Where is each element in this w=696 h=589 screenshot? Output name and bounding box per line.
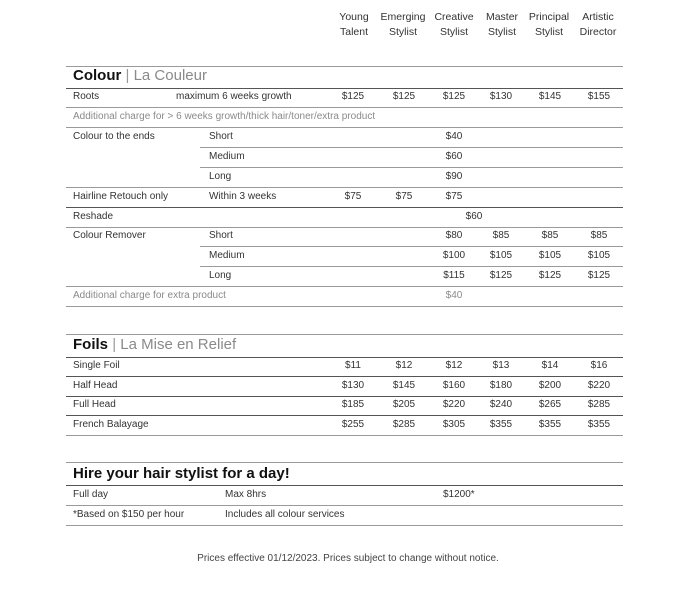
price-cell: $85 xyxy=(492,230,510,241)
price-cell: $265 xyxy=(538,399,562,410)
price-cell: $40 xyxy=(445,290,463,301)
price-cell: $285 xyxy=(392,419,416,430)
price-cell: $85 xyxy=(590,230,608,241)
divider xyxy=(200,246,623,247)
divider xyxy=(66,376,623,377)
row-note-hairline: Within 3 weeks xyxy=(209,191,277,202)
divider xyxy=(66,334,623,335)
price-cell: $90 xyxy=(445,171,463,182)
price-cell: $11 xyxy=(345,360,361,371)
price-cell: $305 xyxy=(442,419,466,430)
divider xyxy=(66,505,623,506)
row-label-full-day: Full day xyxy=(73,489,109,500)
row-label-hairline-retouch: Hairline Retouch only xyxy=(73,191,169,202)
divider xyxy=(66,415,623,416)
row-label-single-foil: Single Foil xyxy=(73,360,120,371)
price-cell: $220 xyxy=(587,380,611,391)
row-note-medium: Medium xyxy=(209,250,245,261)
price-cell: $355 xyxy=(587,419,611,430)
price-cell: $125 xyxy=(392,91,416,102)
row-note-short: Short xyxy=(209,230,233,241)
price-cell: $180 xyxy=(489,380,513,391)
row-note-roots: maximum 6 weeks growth xyxy=(176,91,292,102)
price-cell: $130 xyxy=(489,91,513,102)
price-cell: $12 xyxy=(395,360,413,371)
divider xyxy=(66,357,623,358)
divider xyxy=(66,88,623,89)
row-label-extra-product: Additional charge for extra product xyxy=(73,290,226,301)
price-cell: $16 xyxy=(590,360,608,371)
divider xyxy=(200,266,623,267)
divider xyxy=(66,187,623,188)
price-cell: $75 xyxy=(395,191,413,202)
price-cell: $125 xyxy=(442,91,466,102)
price-cell: $115 xyxy=(443,270,465,281)
divider xyxy=(66,462,623,463)
price-cell: $255 xyxy=(341,419,365,430)
column-header-creative-stylist: Creative Stylist xyxy=(434,11,474,38)
price-cell: $105 xyxy=(538,250,562,261)
price-cell: $205 xyxy=(392,399,416,410)
price-cell: $125 xyxy=(587,270,611,281)
price-cell: $105 xyxy=(489,250,513,261)
price-cell: $75 xyxy=(445,191,463,202)
price-cell: $155 xyxy=(587,91,611,102)
price-cell: $1200* xyxy=(443,489,475,500)
divider xyxy=(66,107,623,108)
column-header-young-talent: Young Talent xyxy=(339,11,369,38)
divider xyxy=(66,525,623,526)
price-cell: $40 xyxy=(445,131,463,142)
price-cell: $105 xyxy=(587,250,611,261)
row-note-short: Short xyxy=(209,131,233,142)
divider xyxy=(66,286,623,287)
row-label-half-head: Half Head xyxy=(73,380,118,391)
column-header-emerging-stylist: Emerging Stylist xyxy=(380,11,426,38)
price-cell: $160 xyxy=(442,380,466,391)
row-label-full-head: Full Head xyxy=(73,399,116,410)
row-note-includes: Includes all colour services xyxy=(225,509,345,520)
price-cell: $130 xyxy=(341,380,365,391)
divider xyxy=(66,485,623,486)
price-cell: $355 xyxy=(489,419,513,430)
divider xyxy=(200,167,623,168)
divider xyxy=(66,396,623,397)
column-header-master-stylist: Master Stylist xyxy=(485,11,519,38)
footer-note: Prices effective 01/12/2023. Prices subject to change without notice. xyxy=(197,553,499,564)
price-cell: $125 xyxy=(538,270,562,281)
row-note-long: Long xyxy=(209,270,232,281)
price-cell: $145 xyxy=(538,91,562,102)
divider xyxy=(66,227,623,228)
row-label-based-rate: *Based on $150 per hour xyxy=(73,509,185,520)
row-label-reshade: Reshade xyxy=(73,211,114,222)
price-cell: $220 xyxy=(442,399,466,410)
price-cell: $240 xyxy=(489,399,513,410)
row-note-long: Long xyxy=(209,171,232,182)
price-cell: $125 xyxy=(489,270,513,281)
row-label-additional-growth: Additional charge for > 6 weeks growth/thick hair/toner/extra product xyxy=(73,111,376,122)
price-cell: $285 xyxy=(587,399,611,410)
price-cell: $125 xyxy=(341,91,365,102)
divider xyxy=(200,147,623,148)
price-cell: $185 xyxy=(341,399,365,410)
row-label-french-balayage: French Balayage xyxy=(73,419,149,430)
divider xyxy=(66,127,623,128)
price-cell: $60 xyxy=(465,211,483,222)
row-note-max-hours: Max 8hrs xyxy=(225,489,267,500)
price-cell: $145 xyxy=(392,380,416,391)
price-cell: $80 xyxy=(445,230,463,241)
price-cell: $12 xyxy=(445,360,463,371)
price-cell: $14 xyxy=(541,360,559,371)
price-cell: $200 xyxy=(538,380,562,391)
price-cell: $85 xyxy=(541,230,559,241)
column-header-artistic-director: Artistic Director xyxy=(579,11,617,38)
price-cell: $13 xyxy=(492,360,510,371)
row-label-roots: Roots xyxy=(73,91,100,102)
divider xyxy=(66,306,623,307)
divider xyxy=(66,435,623,436)
section-title-foils: Foils | La Mise en Relief xyxy=(73,336,237,353)
row-label-colour-remover: Colour Remover xyxy=(73,230,146,241)
price-cell: $100 xyxy=(442,250,466,261)
price-cell: $355 xyxy=(538,419,562,430)
price-cell: $60 xyxy=(445,151,463,162)
row-label-colour-ends: Colour to the ends xyxy=(73,131,155,142)
price-cell: $75 xyxy=(344,191,362,202)
divider xyxy=(66,207,623,208)
section-title-colour: Colour | La Couleur xyxy=(73,67,207,84)
section-title-hire: Hire your hair stylist for a day! xyxy=(73,465,290,482)
column-header-principal-stylist: Principal Stylist xyxy=(528,11,570,38)
row-note-medium: Medium xyxy=(209,151,245,162)
